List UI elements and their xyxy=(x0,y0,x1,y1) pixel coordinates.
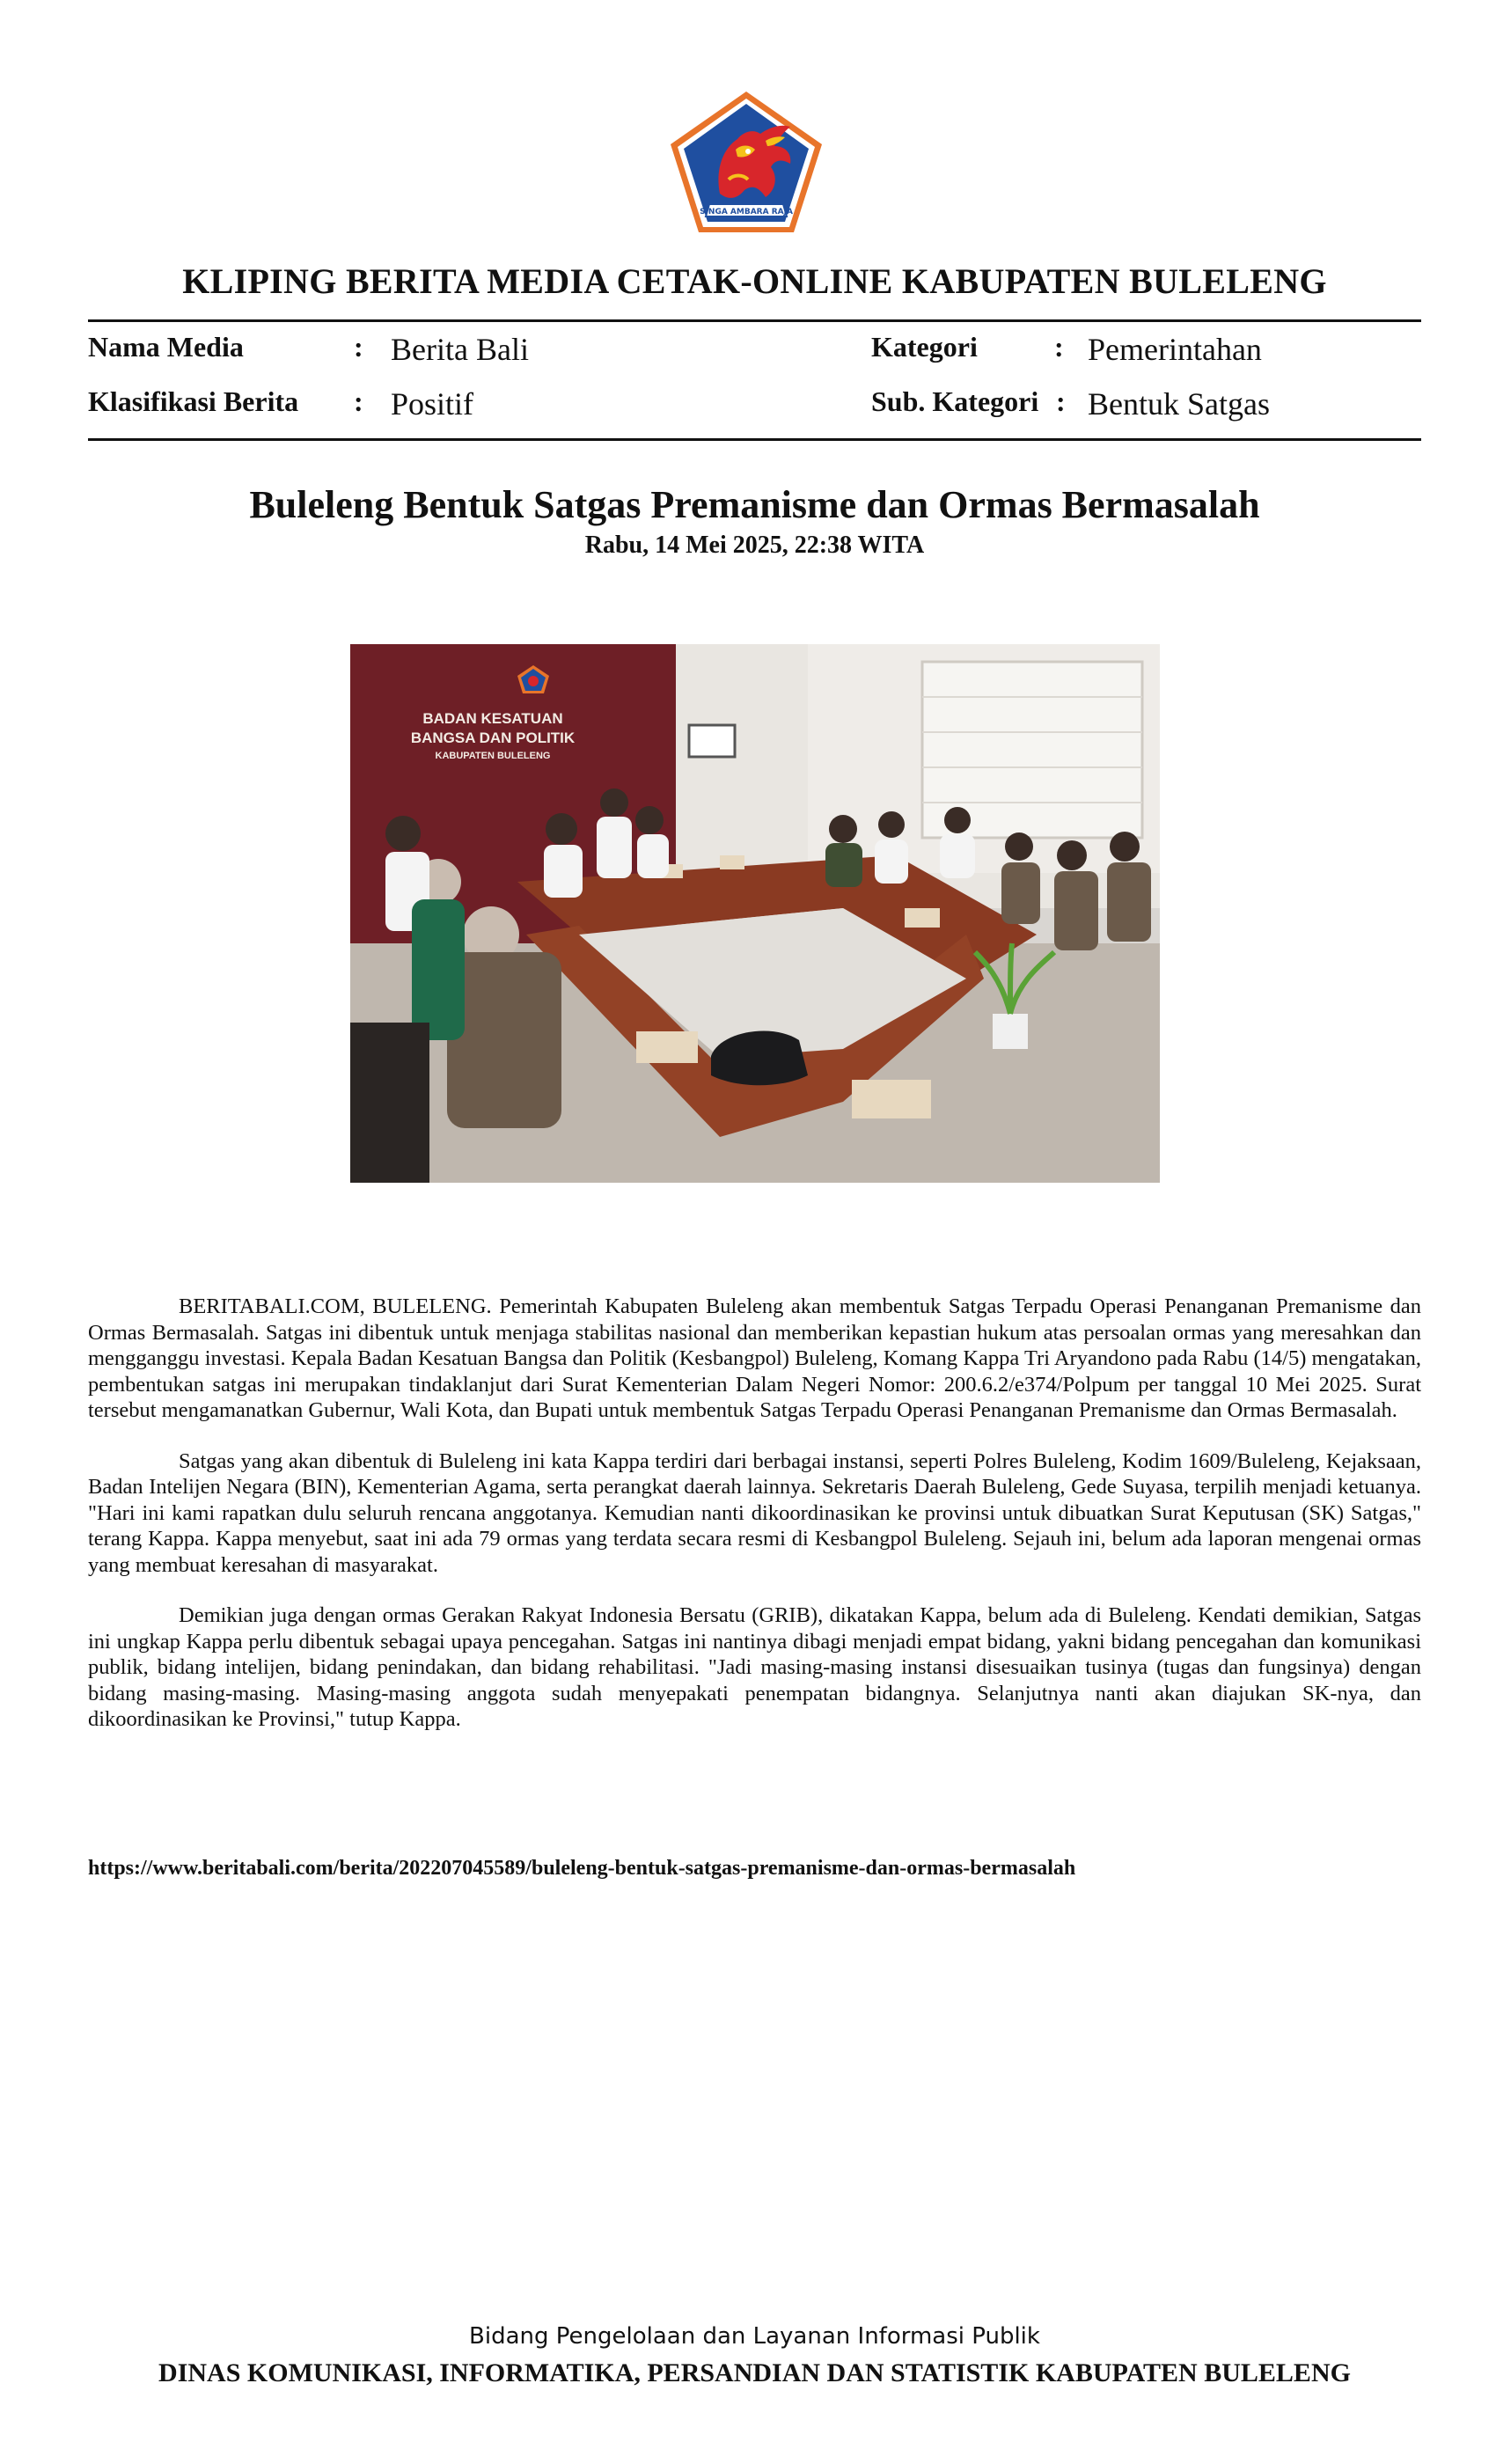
footer-agency-name: DINAS KOMUNIKASI, INFORMATIKA, PERSANDIAN DAN STATISTIK KABUPATEN BULELENG xyxy=(158,2358,1351,2387)
sub-kategori-colon: : xyxy=(1056,385,1066,417)
article-body xyxy=(88,1294,1421,1757)
klasifikasi-berita-value: Positif xyxy=(391,386,474,422)
photo-sign-line2: BANGSA DAN POLITIK xyxy=(410,730,576,746)
photo-sign-line1: BADAN KESATUAN xyxy=(422,710,563,727)
article-headline: Buleleng Bentuk Satgas Premanisme dan Ormas Bermasalah xyxy=(249,483,1260,526)
klasifikasi-berita-label: Klasifikasi Berita xyxy=(88,385,299,417)
kategori-label: Kategori xyxy=(871,331,978,363)
kabupaten-buleleng-logo xyxy=(667,88,825,236)
sub-kategori-label: Sub. Kategori xyxy=(871,385,1039,417)
article-paragraph-3: Demikian juga dengan ormas Gerakan Rakyat Indonesia Bersatu (GRIB), dikatakan Kappa, belum ada di Buleleng. Kendati demikian, Satgas ini ungkap Kappa perlu dibentuk sebagai upaya pencegahan. Satgas ini nantinya dibagi menjadi empat bidang, yakni bidang pencegahan dan komunikasi publik, bidang intelijen, bidang penindakan, dan bidang rehabilitasi. "Jadi masing-masing instansi disesuaikan tusinya (tugas dan fungsinya) dengan bidang masing-masing. Masing-masing anggota sudah menyepakati penempatan bidangnya. Selanjutnya nanti akan diajukan SK-nya, dan dikoordinasikan ke Provinsi," tutup Kappa. xyxy=(88,1603,1421,1731)
header-top-rule xyxy=(88,319,1421,322)
nama-media-value: Berita Bali xyxy=(391,332,529,367)
nama-media-label: Nama Media xyxy=(88,331,244,363)
sub-kategori-value: Bentuk Satgas xyxy=(1088,386,1270,422)
article-dateline: Rabu, 14 Mei 2025, 22:38 WITA xyxy=(584,532,925,559)
document-title: KLIPING BERITA MEDIA CETAK-ONLINE KABUPATEN BULELENG xyxy=(182,261,1327,301)
footer-subtitle: Bidang Pengelolaan dan Layanan Informasi Publik xyxy=(469,2323,1040,2350)
klasifikasi-colon: : xyxy=(354,385,363,417)
kategori-colon: : xyxy=(1054,331,1064,363)
kategori-value: Pemerintahan xyxy=(1088,332,1262,367)
source-url-link[interactable]: https://www.beritabali.com/berita/202207045589/buleleng-bentuk-satgas-premanisme-dan-ormas-bermasalah xyxy=(88,1857,1076,1880)
article-paragraph-1: BERITABALI.COM, BULELENG. Pemerintah Kabupaten Buleleng akan membentuk Satgas Terpadu Operasi Penanganan Premanisme dan Ormas Bermasalah. Satgas ini dibentuk untuk menjaga stabilitas nasional dan memberikan kepastian hukum atas persoalan ormas yang meresahkan dan mengganggu investasi. Kepala Badan Kesatuan Bangsa dan Politik (Kesbangpol) Buleleng, Komang Kappa Tri Aryandono pada Rabu (14/5) mengatakan, pembentukan satgas ini merupakan tindaklanjut dari Surat Kementerian Dalam Negeri Nomor: 200.6.2/e374/Polpum per tanggal 10 Mei 2025. Surat tersebut mengamanatkan Gubernur, Wali Kota, dan Bupati untuk membentuk Satgas Terpadu Operasi Penanganan Premanisme dan Ormas Bermasalah. xyxy=(88,1294,1421,1422)
nama-media-colon: : xyxy=(354,331,363,363)
article-photo xyxy=(350,644,1160,1183)
header-bottom-rule xyxy=(88,438,1421,441)
photo-sign-line3: KABUPATEN BULELENG xyxy=(435,751,551,761)
logo-ribbon-text: SINGA AMBARA RAJA xyxy=(700,208,793,216)
article-paragraph-2: Satgas yang akan dibentuk di Buleleng ini kata Kappa terdiri dari berbagai instansi, seperti Polres Buleleng, Kodim 1609/Buleleng, Kejaksaan, Badan Intelijen Negara (BIN), Kementerian Agama, serta perangkat daerah lainnya. Sekretaris Daerah Buleleng, Gede Suyasa, terpilih menjadi ketuanya. "Hari ini kami rapatkan dulu seluruh rencana anggotanya. Kemudian nanti dikoordinasikan ke provinsi untuk dibuatkan Surat Keputusan (SK) Satgas," terang Kappa. Kappa menyebut, saat ini ada 79 ormas yang terdata secara resmi di Kesbangpol Buleleng. Sejauh ini, belum ada laporan mengenai ormas yang membuat keresahan di masyarakat. xyxy=(88,1448,1421,1577)
